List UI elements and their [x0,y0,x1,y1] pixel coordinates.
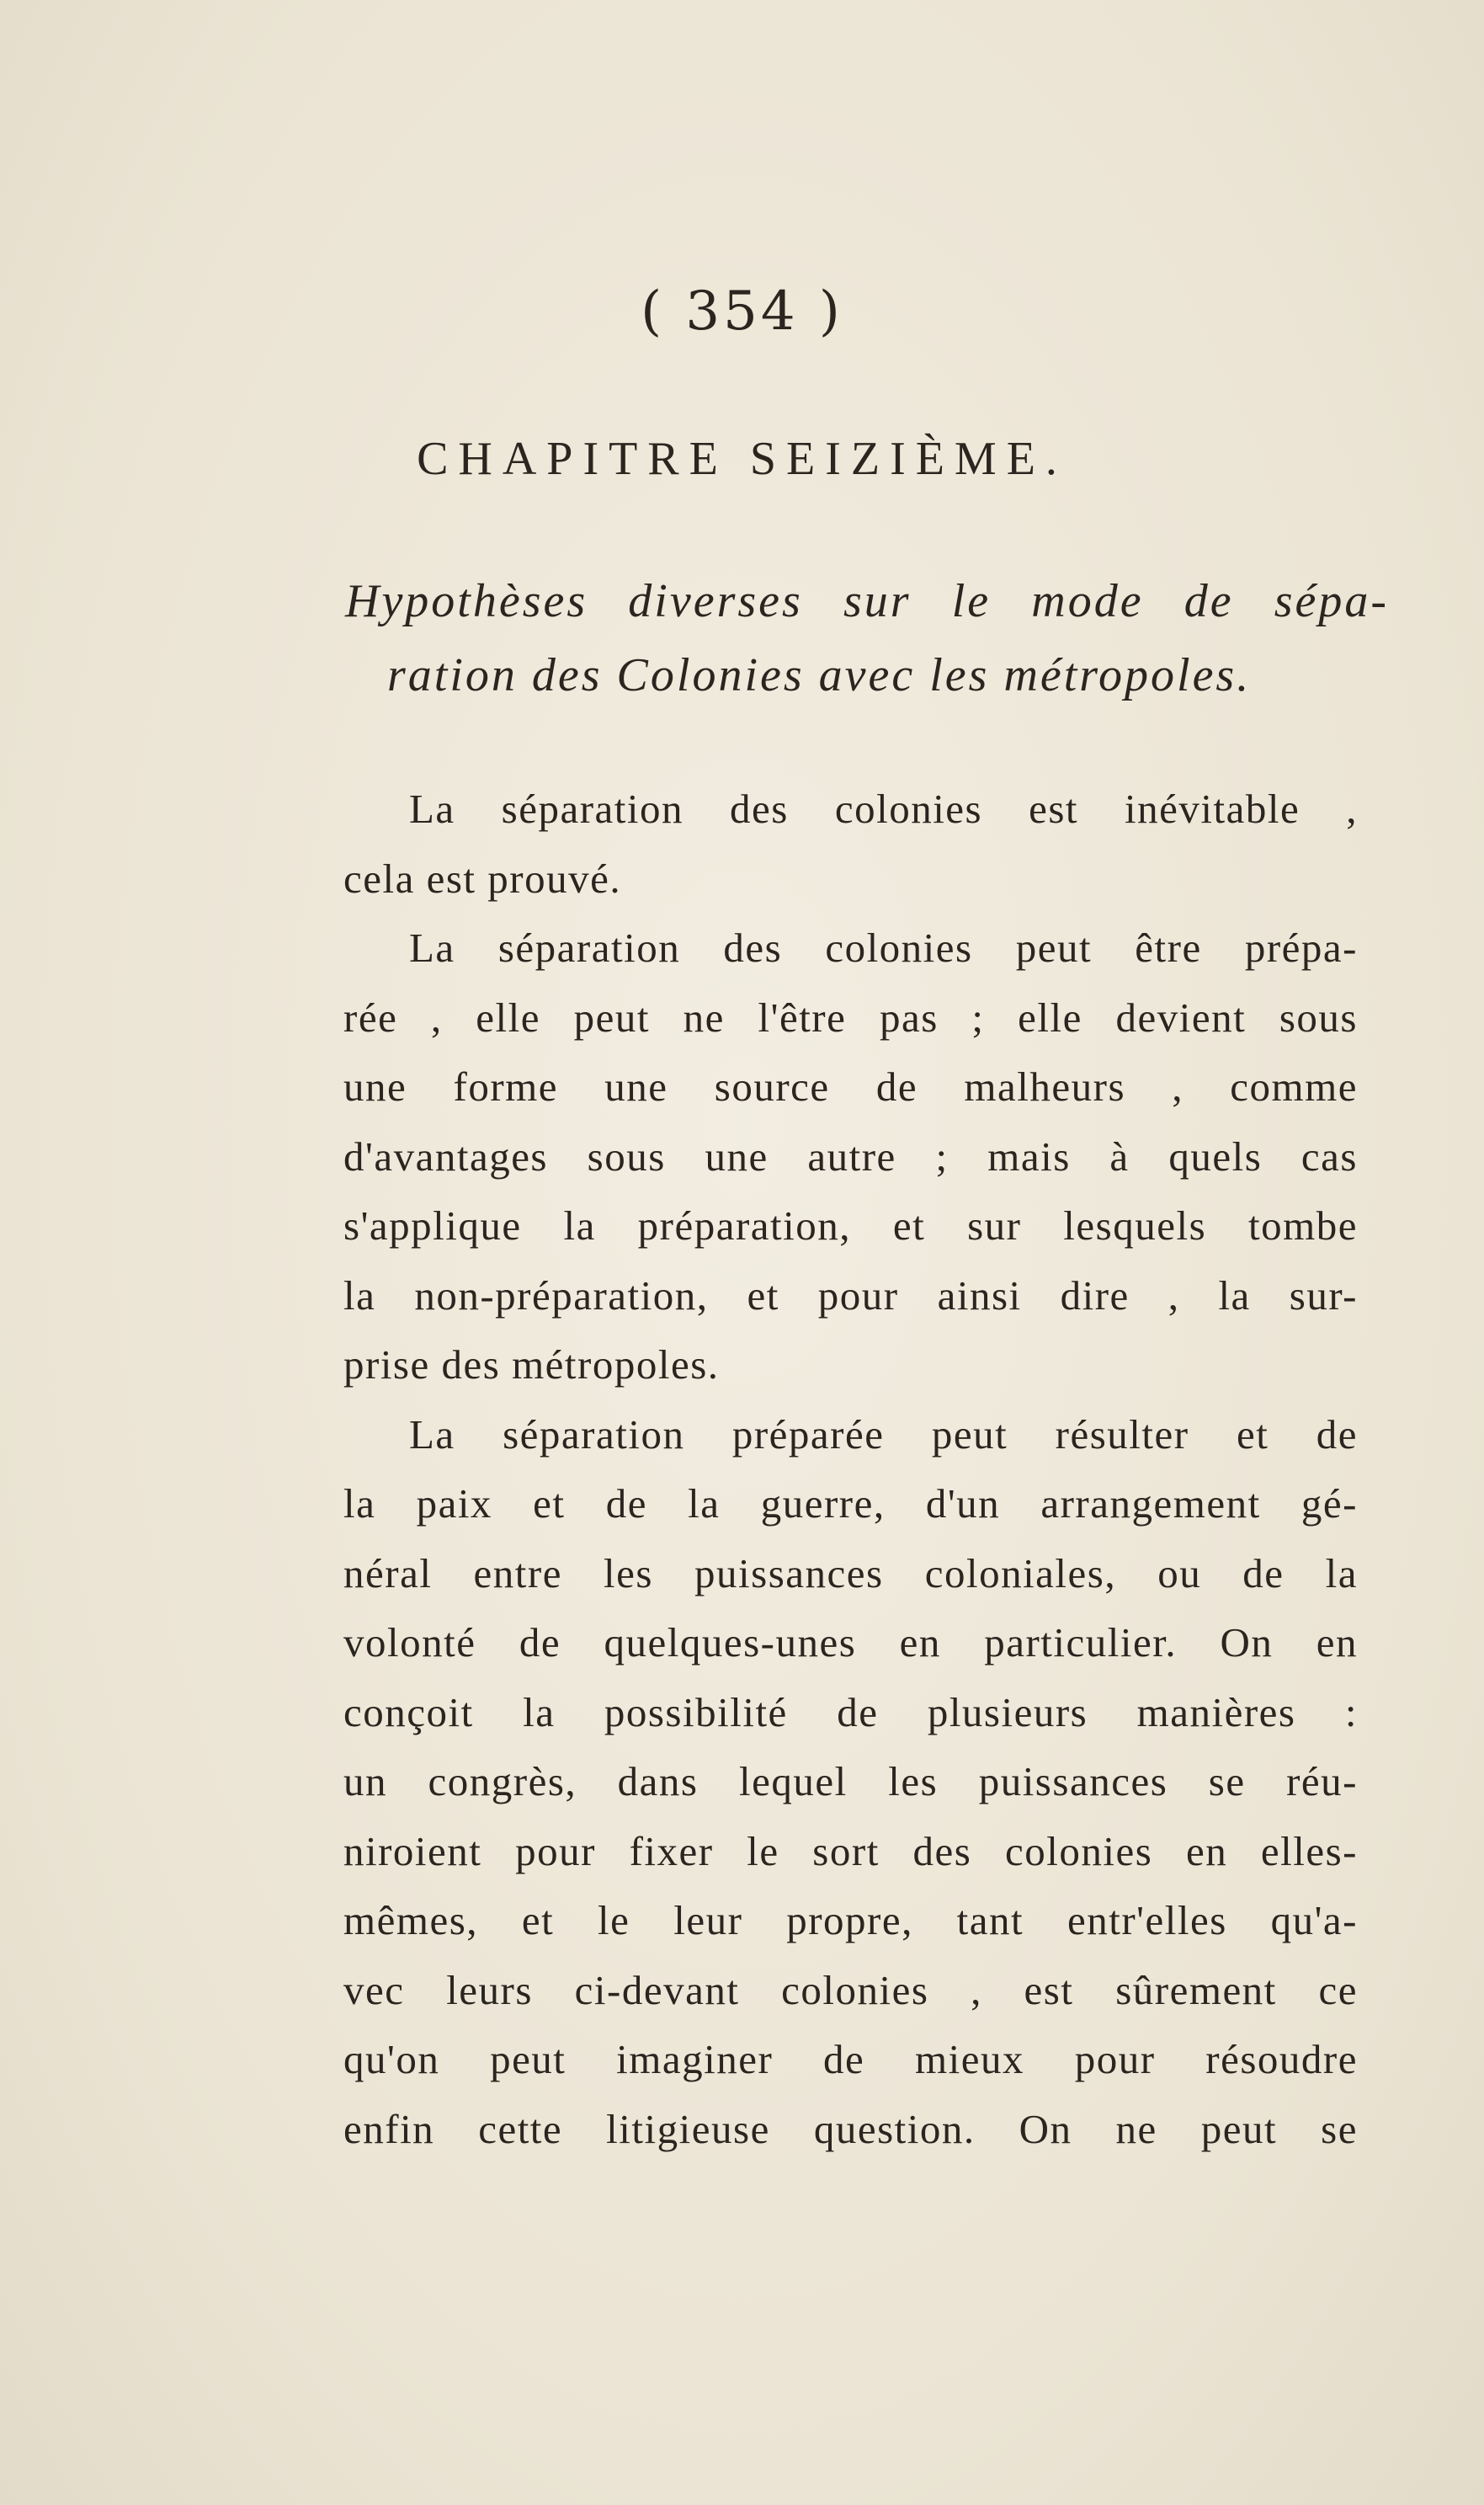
subtitle-line: Hypothèses diverses sur le mode de sépa- [345,575,1389,627]
text-line: cela est prouvé. [343,855,622,902]
text-line: rée , elle peut ne l'être pas ; elle devient sous [343,994,1358,1041]
text-line: la paix et de la guerre, d'un arrangement gé- [343,1480,1358,1527]
text-line: La séparation des colonies peut être prépa- [409,925,1358,971]
text-line: prise des métropoles. [343,1341,720,1388]
text-line: d'avantages sous une autre ; mais à quels cas [343,1133,1358,1180]
text-line: enfin cette litigieuse question. On ne peut se [343,2105,1358,2152]
text-line: une forme une source de malheurs , comme [343,1063,1358,1110]
chapter-subtitle [345,564,1389,712]
text-line: qu'on peut imaginer de mieux pour résoudre [343,2036,1358,2082]
text-line: La séparation préparée peut résulter et de [409,1410,1358,1458]
text-line: la non-préparation, et pour ainsi dire , la sur- [343,1271,1358,1319]
body-text [343,775,1358,2164]
page-number: ( 354 ) [641,280,843,343]
subtitle-line: ration des Colonies avec les métropoles. [387,649,1252,701]
text-line: vec leurs ci-devant colonies , est sûrement ce [343,1966,1358,2013]
chapter-heading: CHAPITRE SEIZIÈME. [417,433,1067,485]
text-line: un congrès, dans lequel les puissances se réu- [343,1758,1358,1804]
text-line: mêmes, et le leur propre, tant entr'elles qu'a- [343,1897,1358,1943]
text-line: néral entre les puissances coloniales, ou de la [343,1549,1358,1596]
text-line: s'applique la préparation, et sur lesquels tombe [343,1202,1358,1249]
text-line: niroient pour fixer le sort des colonies en elles- [343,1827,1358,1874]
text-line: conçoit la possibilité de plusieurs manières : [343,1688,1358,1735]
text-line: volonté de quelques-unes en particulier. On en [343,1619,1358,1666]
text-line: La séparation des colonies est inévitable , [409,786,1358,832]
